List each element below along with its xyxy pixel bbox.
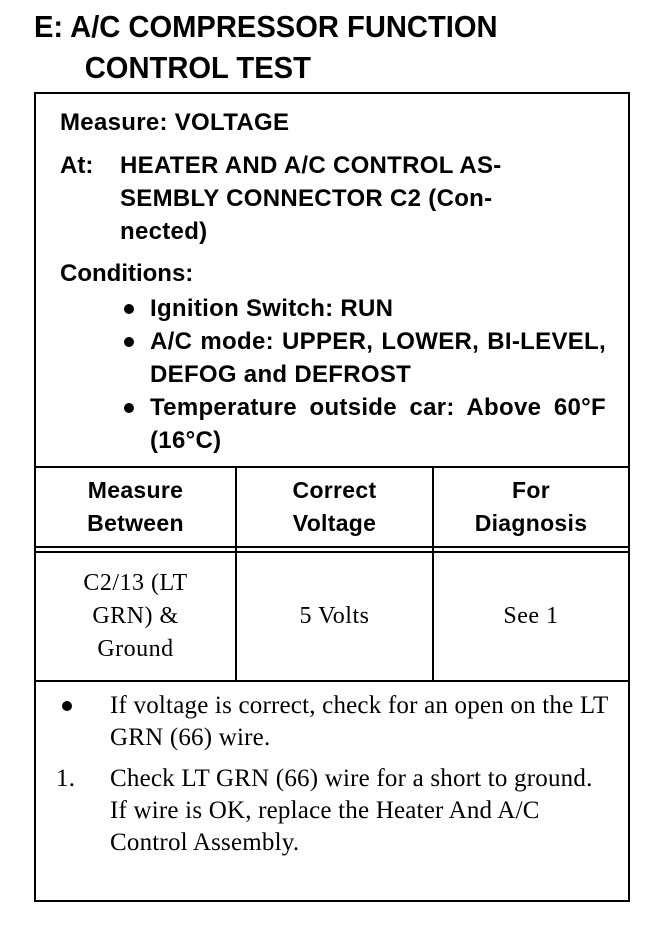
condition-item (122, 325, 606, 391)
note-number: 1. (56, 765, 76, 792)
bullet-icon (124, 403, 134, 413)
bullet-icon (124, 304, 134, 314)
header-double-rule-top (36, 546, 628, 548)
measure-label: Measure: (60, 109, 168, 136)
note-text: Check LT GRN (66) wire for a short to ground. If wire is OK, replace the Heater And A/C Control Assembly. (110, 765, 593, 856)
table-header-cell (237, 468, 432, 546)
at-value: HEATER AND A/C CONTROL AS- SEMBLY CONNECTOR C2 (Con- nected) (120, 152, 502, 245)
bullet-icon (124, 337, 134, 347)
condition-text: Ignition Switch: RUN (150, 295, 394, 322)
test-procedure-box (34, 92, 630, 902)
title-line-1: E: A/C COMPRESSOR FUNCTION (34, 9, 498, 44)
table-row (237, 553, 432, 680)
page-title (34, 6, 498, 88)
note-text: If voltage is correct, check for an open on the LT GRN (66) wire. (110, 692, 609, 751)
condition-text: A/C mode: UPPER, LOWER, BI-LEVEL, DEFOG and DEFROST (150, 328, 606, 388)
title-line-2: CONTROL TEST (84, 50, 311, 85)
condition-text: Temperature outside car: Above 60°F (16°C) (150, 394, 606, 454)
cell-correct-voltage: 5 Volts (299, 603, 370, 629)
conditions-label: Conditions: (60, 260, 194, 287)
table-row (36, 553, 235, 680)
at-label: At: (60, 152, 94, 179)
table-header-cell (36, 468, 235, 546)
table-header-cell (434, 468, 628, 546)
measure-value: VOLTAGE (174, 109, 290, 136)
conditions-list (122, 292, 606, 457)
bullet-icon (62, 701, 72, 711)
header-measure-between: Measure Between (87, 477, 184, 536)
condition-item (122, 391, 606, 457)
cell-for-diagnosis: See 1 (503, 603, 559, 629)
cell-measure-between: C2/13 (LT GRN) & Ground (83, 570, 188, 662)
diagnosis-notes (56, 690, 612, 868)
table-row (434, 553, 628, 680)
table-bottom-rule (36, 680, 628, 682)
measure-line (60, 108, 289, 138)
note-item (56, 690, 612, 754)
condition-item (122, 292, 606, 325)
header-correct-voltage: Correct Voltage (292, 477, 377, 536)
header-for-diagnosis: For Diagnosis (474, 477, 588, 536)
note-item (56, 763, 612, 859)
